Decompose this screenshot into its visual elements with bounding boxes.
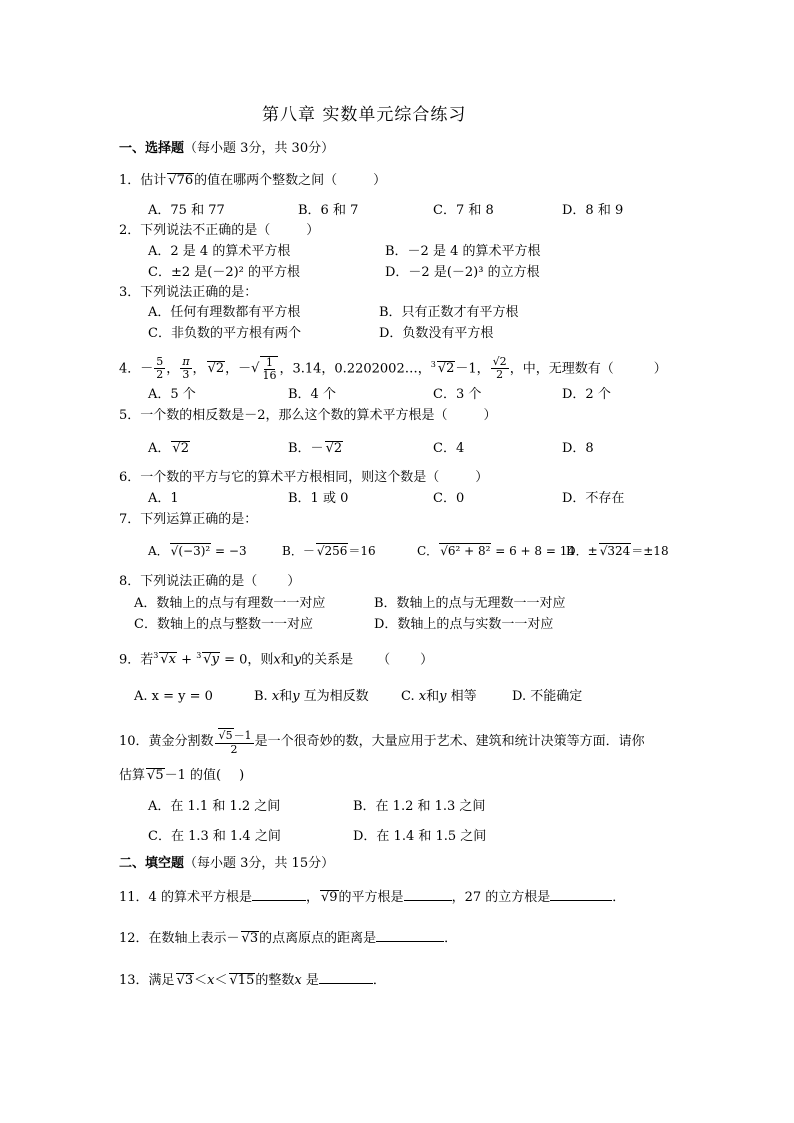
q9-plus: + xyxy=(177,652,197,668)
q4-option-a[interactable]: A．5 个 xyxy=(148,387,196,402)
q11-mid3: ，27 的立方根是 xyxy=(451,890,551,905)
q5-option-a-sqrt xyxy=(171,441,190,456)
q4-frac-e-den: 2 xyxy=(496,368,504,382)
q9-option-d[interactable]: D. 不能确定 xyxy=(512,689,583,704)
q4-decimals: ，3.14，0.2202002…， xyxy=(279,361,431,377)
q12-end: ． xyxy=(444,931,458,946)
q4-minus-a: － xyxy=(140,361,154,377)
q10-option-a[interactable]: A．在 1.1 和 1.2 之间 xyxy=(148,799,281,814)
q11-end: ． xyxy=(612,890,626,905)
q7-a-radicand: (−3)² xyxy=(178,544,211,558)
q4-frac-a-num: 5 xyxy=(156,355,164,369)
q4-tail: ，中，无理数有（ xyxy=(509,361,614,377)
q4-sep1: ， xyxy=(166,361,180,377)
question-5 xyxy=(119,407,497,425)
q13-blank[interactable] xyxy=(319,971,373,984)
q9-and: 和 xyxy=(280,652,294,668)
q3-option-a[interactable]: A．任何有理数都有平方根 xyxy=(148,305,301,320)
q4-sep2: ， xyxy=(192,361,206,377)
q5-option-b-sqrt xyxy=(325,441,344,456)
q4-cube-index: 3 xyxy=(430,360,436,369)
q8-option-d[interactable]: D．数轴上的点与实数一一对应 xyxy=(374,617,554,632)
q9-index-1: 3 xyxy=(153,651,159,660)
q5-b-radical-sign xyxy=(326,441,334,456)
q12-radicand: 3 xyxy=(249,931,259,946)
q4-option-b[interactable]: B．4 个 xyxy=(288,387,336,402)
q9-var-y: y xyxy=(293,652,302,668)
q8-close: ） xyxy=(287,574,301,589)
q4-cube-root-2 xyxy=(437,361,456,376)
q9-c-x: x xyxy=(418,689,427,704)
q1-option-d[interactable]: D．8 和 9 xyxy=(562,203,624,218)
q1-stem: 的值在哪两个整数之间（ xyxy=(194,173,338,188)
q2-option-b[interactable]: B．－2 是 4 的算术平方根 xyxy=(385,244,541,259)
q5-option-b-label: B．－ xyxy=(288,441,324,456)
question-1 xyxy=(119,172,386,190)
q6-close: ） xyxy=(475,470,489,485)
q4-frac-d-den: 16 xyxy=(262,368,277,382)
q3-option-b[interactable]: B．只有正数才有平方根 xyxy=(379,305,519,320)
q10-numerator xyxy=(215,728,254,744)
q11-blank-2[interactable] xyxy=(404,888,452,901)
q4-radical-sign-c xyxy=(208,361,216,376)
q8-stem: 8．下列说法正确的是（ xyxy=(119,574,258,589)
q5-b-radicand: 2 xyxy=(333,441,343,456)
q6-option-d[interactable]: D．不存在 xyxy=(562,491,625,506)
q6-stem: 6．一个数的平方与它的算术平方根相同，则这个数是（ xyxy=(119,470,440,485)
question-12 xyxy=(119,929,457,948)
q9-b-x: x xyxy=(271,689,280,704)
q9-relation: 的关系是 xyxy=(301,652,354,668)
q12-sqrt xyxy=(241,931,260,946)
q9-radicand-y: y xyxy=(211,652,219,668)
q12-blank[interactable] xyxy=(376,929,444,942)
q4-fraction-root2-over-2 xyxy=(491,356,509,381)
question-10-line-2 xyxy=(119,767,244,785)
q13-radical-sign-2 xyxy=(230,973,238,988)
q7-c-sqrt xyxy=(439,543,491,558)
q7-a-sqrt xyxy=(170,543,212,558)
q8-option-c[interactable]: C．数轴上的点与整数一一对应 xyxy=(134,617,313,632)
q10-num-sqrt xyxy=(218,728,234,743)
q7-b-radicand: 256 xyxy=(324,544,348,558)
q12-radical-sign xyxy=(242,931,250,946)
q11-mid1: ， xyxy=(305,890,319,905)
q9-option-a[interactable]: A. x = y = 0 xyxy=(134,689,213,704)
q5-option-a-label: A． xyxy=(148,441,171,456)
section-choice-label: 一、选择题 xyxy=(119,141,185,156)
q4-option-d[interactable]: D．2 个 xyxy=(562,387,611,402)
q4-frac-a-den: 2 xyxy=(156,368,164,382)
q10-prefix: 10．黄金分割数 xyxy=(119,734,214,749)
q9-b-label: B. xyxy=(254,689,272,704)
q9-index-2: 3 xyxy=(196,651,202,660)
q10-line2-radicand: 5 xyxy=(155,768,164,783)
q10-num-minus-one: －1 xyxy=(233,728,252,742)
q13-radicand-2: 15 xyxy=(237,973,255,988)
q11-sqrt xyxy=(320,890,339,905)
q9-radicand-x: x xyxy=(168,652,177,668)
q10-num-radical-sign xyxy=(219,729,226,742)
q4-minus-one: －1， xyxy=(455,361,490,377)
q12-stem: 的点离原点的距离是 xyxy=(259,931,377,946)
question-4 xyxy=(119,352,667,382)
q13-lt-2: ＜ xyxy=(214,973,228,988)
q9-option-c[interactable] xyxy=(401,688,477,706)
q4-option-c[interactable]: C．3 个 xyxy=(433,387,482,402)
q10-option-c[interactable]: C．在 1.3 和 1.4 之间 xyxy=(148,829,281,844)
q7-b-result: ＝16 xyxy=(348,544,376,558)
q11-prefix: 11．4 的算术平方根是 xyxy=(119,890,252,905)
section-choice-header xyxy=(119,140,334,158)
section-fill-label: 二、填空题 xyxy=(119,856,185,871)
q9-c-text: 相等 xyxy=(446,689,477,704)
q7-c-radical-sign xyxy=(440,544,448,558)
q4-frac-b-num: π xyxy=(182,355,190,369)
q10-option-d[interactable]: D．在 1.4 和 1.5 之间 xyxy=(353,829,487,844)
question-11 xyxy=(119,888,625,907)
q9-radical-sign-1 xyxy=(160,652,168,667)
q7-a-label: A． xyxy=(148,544,169,558)
q9-b-y: y xyxy=(292,689,300,704)
q4-frac-e-num: √2 xyxy=(492,355,507,369)
q4-fraction-5-over-2 xyxy=(154,356,165,381)
q4-cube-radicand: 2 xyxy=(446,361,455,377)
q10-line2-sqrt xyxy=(146,768,165,783)
q2-option-d[interactable]: D．－2 是(－2)³ 的立方根 xyxy=(385,265,540,280)
q11-blank-1[interactable] xyxy=(252,888,306,901)
q4-fraction-pi-over-3 xyxy=(180,356,191,381)
q1-close: ） xyxy=(373,173,387,188)
q4-frac-d-num: 1 xyxy=(265,355,273,369)
q4-sqrt-2 xyxy=(207,361,226,376)
q13-radicand-1: 3 xyxy=(184,973,194,988)
q9-c-label: C. xyxy=(401,689,419,704)
q13-lt-1: ＜ xyxy=(194,973,208,988)
q7-b-label: B．－ xyxy=(282,544,315,558)
q9-b-and: 和 xyxy=(279,689,293,704)
q13-radical-sign-1 xyxy=(177,973,185,988)
q11-blank-3[interactable] xyxy=(550,888,612,901)
q7-option-c[interactable] xyxy=(417,542,575,560)
q9-open: （ xyxy=(377,652,391,668)
q10-num-radicand: 5 xyxy=(225,728,233,742)
q9-equals: = 0，则 xyxy=(219,652,274,668)
q4-radical-sign-d xyxy=(251,361,259,376)
q7-a-result: = −3 xyxy=(211,544,247,558)
q1-option-b[interactable]: B．6 和 7 xyxy=(298,203,359,218)
q7-c-label: C． xyxy=(417,544,439,558)
q4-radical-sign-cube xyxy=(438,361,446,376)
q1-prefix: 1．估计 xyxy=(119,173,167,188)
q4-close: ） xyxy=(653,361,667,377)
q10-option-b[interactable]: B．在 1.2 和 1.3 之间 xyxy=(353,799,486,814)
q1-option-c[interactable]: C．7 和 8 xyxy=(433,203,494,218)
q13-stem-2: 是 xyxy=(301,973,319,988)
q10-line2-text: －1 的值( xyxy=(164,768,222,783)
q1-radicand: 76 xyxy=(176,173,194,188)
q2-option-a[interactable]: A．2 是 4 的算术平方根 xyxy=(148,244,291,259)
q5-option-b[interactable] xyxy=(288,440,343,458)
q4-minus-d: － xyxy=(238,361,252,377)
question-3: 3．下列说法正确的是： xyxy=(119,285,258,300)
q3-option-c[interactable]: C．非负数的平方根有两个 xyxy=(148,326,301,341)
q9-b-text: 互为相反数 xyxy=(299,689,369,704)
q7-b-sqrt xyxy=(316,543,349,558)
q13-var-x-2: x xyxy=(294,973,302,988)
q7-d-radicand: 324 xyxy=(607,544,631,558)
q2-stem: 2．下列说法不正确的是（ xyxy=(119,223,271,238)
section-fill-note: （每小题 3分，共 15分） xyxy=(184,856,335,871)
q12-prefix: 12．在数轴上表示－ xyxy=(119,931,240,946)
q5-a-radicand: 2 xyxy=(180,441,189,456)
q7-d-result: ＝±18 xyxy=(631,544,669,558)
q6-option-c[interactable]: C．0 xyxy=(433,491,465,506)
q11-radicand: 9 xyxy=(329,890,338,905)
page-title: 第八章 实数单元综合练习 xyxy=(262,105,467,125)
q13-stem: 的整数 xyxy=(255,973,295,988)
q7-d-label: D．± xyxy=(566,544,598,558)
q10-denominator: 2 xyxy=(230,742,238,756)
q9-cube-root-x xyxy=(159,652,177,667)
q10-stem: 是一个很奇妙的数，大量应用于艺术、建筑和统计决策等方面．请你 xyxy=(254,734,645,749)
q8-option-b[interactable]: B．数轴上的点与无理数一一对应 xyxy=(374,596,566,611)
q6-option-b[interactable]: B．1 或 0 xyxy=(288,491,349,506)
q9-radical-sign-2 xyxy=(203,652,211,667)
q1-option-a[interactable]: A．75 和 77 xyxy=(148,203,225,218)
q2-option-c[interactable]: C．±2 是(－2)² 的平方根 xyxy=(148,265,301,280)
q11-mid2: 的平方根是 xyxy=(338,890,404,905)
section-fill-header xyxy=(119,855,334,873)
q7-option-b[interactable] xyxy=(282,542,376,560)
q13-end: ． xyxy=(372,973,386,988)
question-8 xyxy=(119,573,300,591)
q9-prefix: 9．若 xyxy=(119,652,154,668)
q4-radicand-c: 2 xyxy=(215,361,225,377)
q7-option-a[interactable] xyxy=(148,542,247,560)
q9-var-x: x xyxy=(273,652,281,668)
q4-number: 4． xyxy=(119,361,141,377)
q7-d-sqrt xyxy=(599,543,632,558)
q5-stem: 5．一个数的相反数是－2，那么这个数的算术平方根是（ xyxy=(119,408,448,423)
q10-line2-prefix: 估算 xyxy=(119,768,146,783)
q9-c-y: y xyxy=(439,689,447,704)
q8-option-a[interactable]: A．数轴上的点与有理数一一对应 xyxy=(134,596,326,611)
q7-option-d[interactable] xyxy=(566,542,669,560)
q10-golden-ratio-fraction xyxy=(215,728,254,756)
q4-sep3: ， xyxy=(225,361,239,377)
q7-c-radicand: 6² + 8² xyxy=(447,544,491,558)
question-7: 7．下列运算正确的是： xyxy=(119,512,258,527)
q9-close: ） xyxy=(420,652,434,668)
q4-frac-b-den: 3 xyxy=(182,368,190,382)
q4-sqrt-fraction-1-over-16 xyxy=(260,356,278,382)
q13-prefix: 13．满足 xyxy=(119,973,175,988)
q10-close: ) xyxy=(239,768,245,783)
q7-c-result: = 6 + 8 = 14 xyxy=(491,544,576,558)
q9-option-b[interactable] xyxy=(254,688,369,706)
question-9 xyxy=(119,647,433,669)
q5-a-radical-sign xyxy=(172,441,180,456)
q6-option-a[interactable]: A．1 xyxy=(148,491,179,506)
q13-sqrt-15 xyxy=(229,973,256,988)
q9-cube-root-y xyxy=(202,652,220,667)
q5-option-d[interactable]: D．8 xyxy=(562,441,594,456)
section-choice-note: （每小题 3分，共 30分） xyxy=(184,141,335,156)
question-10-line-1 xyxy=(119,727,645,757)
q1-radical-sign xyxy=(168,173,176,188)
question-2 xyxy=(119,222,319,240)
question-13 xyxy=(119,971,386,990)
q3-option-d[interactable]: D．负数没有平方根 xyxy=(379,326,494,341)
question-6 xyxy=(119,469,488,487)
q5-option-a[interactable] xyxy=(148,440,190,458)
q13-var-x: x xyxy=(207,973,215,988)
q2-close: ） xyxy=(306,223,320,238)
q5-option-c[interactable]: C．4 xyxy=(433,441,465,456)
q1-sqrt xyxy=(167,173,194,188)
q13-sqrt-3 xyxy=(176,973,195,988)
q9-c-and: 和 xyxy=(426,689,440,704)
q5-close: ） xyxy=(483,408,497,423)
